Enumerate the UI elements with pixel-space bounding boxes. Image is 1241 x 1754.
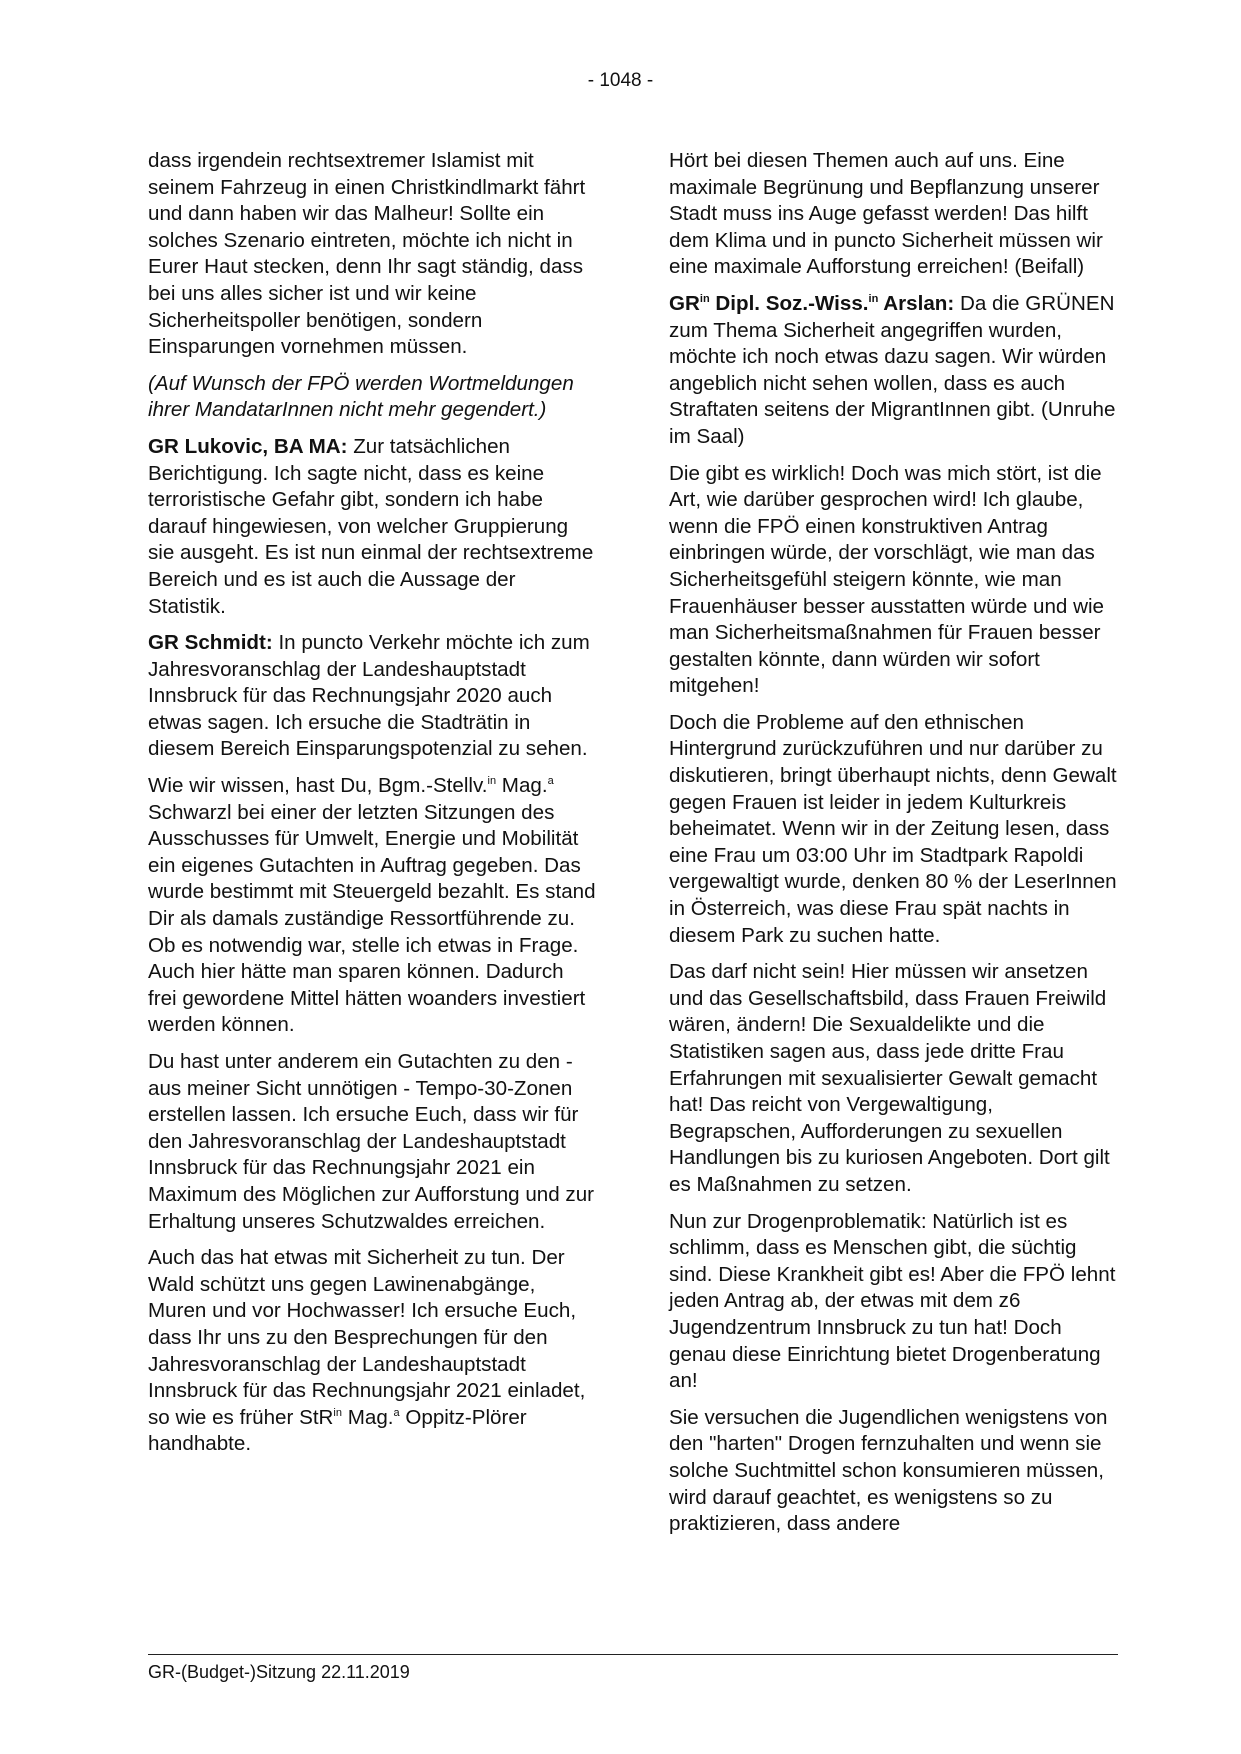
paragraph-schmidt [148, 630, 596, 763]
paragraph: Sie versuchen die Jugendlichen wenigstens von den "harten" Drogen fernzuhalten und wenn sie solche Suchtmittel schon konsumieren müssen, wird darauf geachtet, es wenigstens so zu praktizieren, dass andere [669, 1405, 1108, 1536]
editorial-note: (Auf Wunsch der FPÖ werden Wortmeldungen ihrer MandatarInnen nicht mehr gegendert.) [148, 371, 574, 422]
superscript: a [393, 1406, 400, 1419]
text-segment: Schwarzl bei einer der letzten Sitzungen des Ausschusses für Umwelt, Energie und Mobilität ein eigenes Gutachten in Auftrag gegeben. Das wurde bestimmt mit Steuergeld bezahlt. Es stand Dir als damals zuständige Ressortführende zu. Ob es notwendig war, stelle ich etwas in Frage. Auch hier hätte man sparen können. Dadurch frei gewordene Mittel hätten woanders investiert werden können. [148, 800, 596, 1037]
paragraph: Die gibt es wirklich! Doch was mich stört, ist die Art, wie darüber gesprochen wird! Ich glaube, wenn die FPÖ einen konstruktiven Antrag einbringen würde, der vorschlägt, wie man das Sicherheitsgefühl steigern könnte, wie man Frauenhäuser besser ausstatten würde und wie man Sicherheitsmaßnahmen für Frauen besser gestalten könnte, dann würden wir sofort mitgehen! [669, 461, 1105, 698]
text-segment: Oppitz-Plörer handhabte. [148, 1405, 527, 1456]
paragraph: Das darf nicht sein! Hier müssen wir ansetzen und das Gesellschaftsbild, dass Frauen Freiwild wären, ändern! Die Sexualdelikte und die Statistiken sagen aus, dass jede dritte Frau Erfahrungen mit sexualisierter Gewalt gemacht hat! Das reicht von Vergewaltigung, Begrapschen, Aufforderungen zu sexuellen Handlungen bis zu kuriosen Angeboten. Dort gilt es Maßnahmen zu setzen. [669, 960, 1110, 1196]
paragraph-lukovic [148, 434, 596, 620]
speaker-name [669, 292, 954, 315]
paragraph: Hört bei diesen Themen auch auf uns. Eine maximale Begrünung und Bepflanzung unserer Stadt muss ins Auge gefasst werden! Das hilft dem Klima und in puncto Sicherheit müssen wir eine maximale Aufforstung erreichen! (Beifall) [669, 149, 1103, 279]
paragraph: Doch die Probleme auf den ethnischen Hintergrund zurückzuführen und nur darüber zu diskutieren, bringt überhaupt nichts, denn Gewalt gegen Frauen ist leider in jedem Kulturkreis beheimatet. Wenn wir in der Zeitung lesen, dass eine Frau um 03:00 Uhr im Stadtpark Rapoldi vergewaltigt wurde, denken 80 % der LeserInnen in Österreich, was diese Frau spät nachts in diesem Park zu suchen hatte. [669, 710, 1117, 947]
superscript: a [547, 775, 554, 788]
paragraph [148, 773, 596, 1039]
paragraph: dass irgendein rechtsextremer Islamist mit seinem Fahrzeug in einen Christkindlmarkt fährt und dann haben wir das Malheur! Sollte ein solches Szenario eintreten, möchte ich nicht in Eurer Haut stecken, denn Ihr sagt ständig, dass bei uns alles sicher ist und wir keine Sicherheitspoller benötigen, sondern Einsparungen vornehmen müssen. [148, 149, 586, 359]
text-segment: Mag. [496, 774, 548, 798]
superscript: in [868, 292, 879, 305]
speaker-name: GR Lukovic, BA MA: [148, 434, 348, 458]
paragraph: Du hast unter anderem ein Gutachten zu den - aus meiner Sicht unnötigen - Tempo-30-Zonen erstellen lassen. Ich ersuche Euch, dass wir für den Jahresvoranschlag der Landeshauptstadt Innsbruck für das Rechnungsjahr 2021 ein Maximum des Möglichen zur Aufforstung und zur Erhaltung unseres Schutzwaldes erreichen. [148, 1050, 595, 1233]
speaker-title: Dipl. Soz.-Wiss. [709, 291, 869, 315]
left-column [148, 148, 596, 1468]
right-column [669, 148, 1117, 1548]
footer-session-label: GR-(Budget-)Sitzung 22.11.2019 [148, 1662, 410, 1682]
superscript: in [699, 292, 710, 305]
paragraph: Nun zur Drogenproblematik: Natürlich ist es schlimm, dass es Menschen gibt, die süchtig sind. Diese Krankheit gibt es! Aber die FPÖ lehnt jeden Antrag ab, der etwas mit dem z6 Jugendzentrum Innsbruck zu tun hat! Doch genau diese Einrichtung bietet Drogenberatung an! [669, 1209, 1116, 1393]
text-segment: Mag. [341, 1405, 394, 1429]
speech-text: In puncto Verkehr möchte ich zum Jahresvoranschlag der Landeshauptstadt Innsbruck für das Rechnungsjahr 2020 auch etwas sagen. Ich ersuche die Stadträtin in diesem Bereich Einsparungspotenzial zu sehen. [148, 631, 590, 761]
speech-text: Da die GRÜNEN zum Thema Sicherheit angegriffen wurden, möchte ich noch etwas dazu sagen. Wir würden angeblich nicht sehen wollen, dass es auch Straftaten seitens der MigrantInnen gibt. (Unruhe im Saal) [669, 291, 1116, 448]
text-segment: Wie wir wissen, hast Du, Bgm.-Stellv. [148, 774, 488, 798]
paragraph-arslan [669, 291, 1117, 451]
speaker-surname: Arslan: [878, 291, 955, 315]
text-segment: Auch das hat etwas mit Sicherheit zu tun. Der Wald schützt uns gegen Lawinenabgänge, Muren und vor Hochwasser! Ich ersuche Euch, dass Ihr uns zu den Besprechungen für den Jahresvoranschlag der Landeshauptstadt Innsbruck für das Rechnungsjahr 2021 einladet, so wie es früher StR [148, 1246, 586, 1429]
superscript: in [333, 1406, 342, 1419]
speaker-name: GR Schmidt: [148, 631, 273, 655]
page-number: - 1048 - [587, 70, 654, 91]
superscript: in [487, 775, 497, 788]
paragraph [148, 1245, 596, 1458]
speaker-title: GR [669, 291, 700, 315]
speech-text: Zur tatsächlichen Berichtigung. Ich sagte nicht, dass es keine terroristische Gefahr gibt, sondern ich habe darauf hingewiesen, von welcher Gruppierung sie ausgeht. Es ist nun einmal der rechtsextreme Bereich und es ist auch die Aussage der Statistik. [148, 434, 594, 618]
footer-divider [148, 1654, 1118, 1655]
